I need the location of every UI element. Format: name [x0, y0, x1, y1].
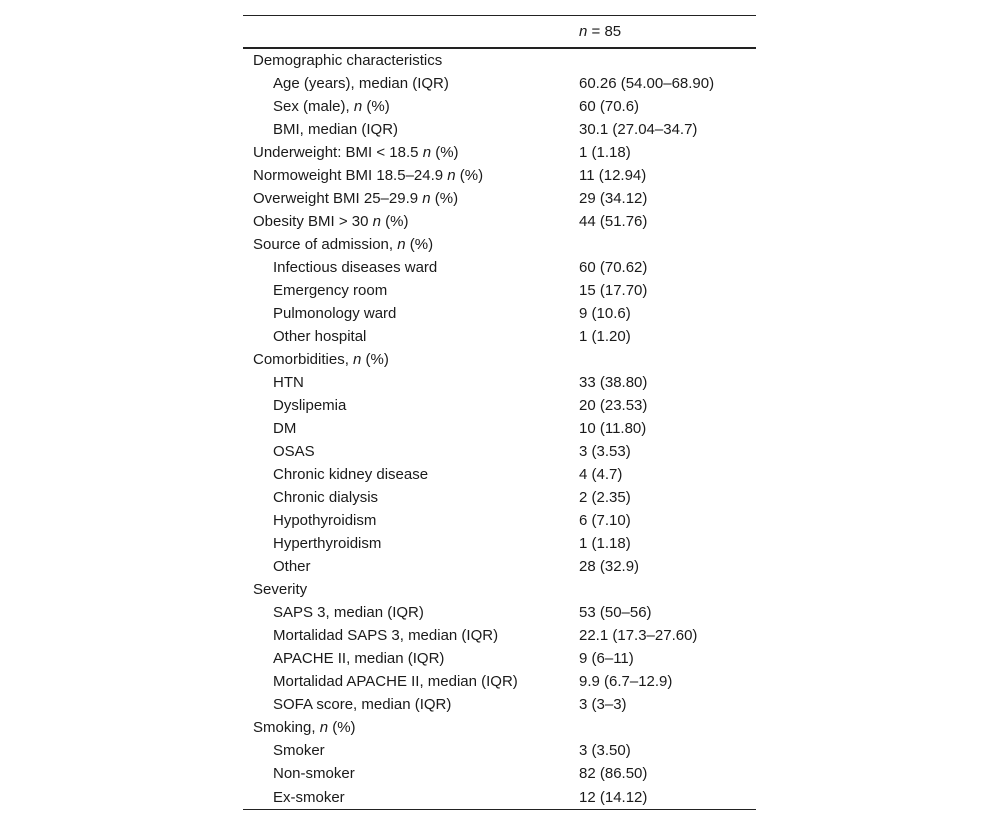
table-row: [243, 371, 756, 394]
row-label: [243, 325, 579, 348]
row-value: [579, 716, 756, 739]
row-value: 33 (38.80): [579, 374, 648, 391]
row-label-text: BMI, median (IQR): [273, 121, 399, 138]
row-value: [579, 578, 756, 601]
table-row: [243, 394, 756, 417]
row-label-n: n: [447, 167, 456, 184]
row-label-text: OSAS: [273, 443, 315, 460]
table-row: [243, 601, 756, 624]
table-row: [243, 118, 756, 141]
table-row: [243, 739, 756, 762]
row-label: [243, 693, 579, 716]
row-label-n: n: [319, 719, 329, 736]
row-label-text: Smoking,: [253, 719, 320, 736]
row-label-text: Chronic dialysis: [273, 489, 379, 506]
row-label-text: Emergency room: [273, 282, 388, 299]
row-label: [243, 302, 579, 325]
row-label-text: Chronic kidney disease: [273, 466, 429, 483]
row-label: [243, 578, 579, 601]
row-value: 3 (3.53): [579, 443, 631, 460]
table-header: [243, 16, 756, 49]
table-row: [243, 486, 756, 509]
row-value: 9 (10.6): [579, 305, 631, 322]
data-table: [243, 15, 756, 810]
row-label-suffix: (%): [380, 213, 409, 230]
row-label-n: n: [397, 236, 406, 253]
table-row: [243, 417, 756, 440]
row-label: [243, 256, 579, 279]
row-value: 44 (51.76): [579, 213, 648, 230]
row-label: [243, 417, 579, 440]
table-row: [243, 762, 756, 785]
row-value: 12 (14.12): [579, 785, 756, 810]
row-label: [243, 555, 579, 578]
row-label: [243, 72, 579, 95]
table-row: [243, 509, 756, 532]
row-value: 60 (70.6): [579, 98, 640, 115]
row-label-suffix: (%): [328, 719, 356, 736]
row-label: [243, 509, 579, 532]
row-value: 1 (1.18): [579, 535, 631, 552]
row-label-text: SAPS 3, median (IQR): [273, 604, 424, 621]
table-row: [243, 325, 756, 348]
row-label: [243, 371, 579, 394]
row-label-text: Overweight BMI 25–29.9: [253, 190, 423, 207]
row-label-text: Source of admission,: [253, 236, 398, 253]
row-label: [243, 394, 579, 417]
row-value: 3 (3.50): [579, 742, 631, 759]
row-value: 1 (1.20): [579, 328, 631, 345]
row-label-text: Mortalidad APACHE II, median (IQR): [273, 673, 518, 690]
row-value: [579, 348, 756, 371]
row-label-text: Other hospital: [273, 328, 367, 345]
row-label-text: HTN: [273, 374, 304, 391]
row-value: 53 (50–56): [579, 604, 652, 621]
table-row: [243, 532, 756, 555]
row-value: 2 (2.35): [579, 489, 631, 506]
row-value: 9.9 (6.7–12.9): [579, 673, 673, 690]
row-label: [243, 164, 579, 187]
row-value: [579, 233, 756, 256]
header-n-symbol: n: [579, 23, 588, 40]
row-value: 60 (70.62): [579, 259, 648, 276]
table-row: [243, 210, 756, 233]
table-row: [243, 187, 756, 210]
row-label-text: DM: [273, 420, 297, 437]
table-row: [243, 647, 756, 670]
row-label: [243, 463, 579, 486]
row-label-n: n: [422, 190, 431, 207]
row-label-text: Dyslipemia: [273, 397, 347, 414]
table-row: [243, 233, 756, 256]
row-label-text: Pulmonology ward: [273, 305, 397, 322]
header-label-cell: [243, 16, 579, 49]
header-n-cell: [579, 16, 756, 49]
row-value: 82 (86.50): [579, 765, 648, 782]
row-label: [243, 440, 579, 463]
header-row: [243, 16, 756, 49]
row-label: [243, 670, 579, 693]
row-label: [243, 739, 579, 762]
table-row: [243, 48, 756, 72]
row-label-suffix: (%): [405, 236, 434, 253]
row-label-text: Hypothyroidism: [273, 512, 377, 529]
row-label-text: Ex-smoker: [273, 788, 345, 806]
row-label-text: Normoweight BMI 18.5–24.9: [253, 167, 448, 184]
row-label: [243, 532, 579, 555]
table-row: [243, 670, 756, 693]
table-row: [243, 141, 756, 164]
table-row: [243, 716, 756, 739]
row-value: 30.1 (27.04–34.7): [579, 121, 698, 138]
row-label-suffix: (%): [430, 190, 459, 207]
table-row: [243, 164, 756, 187]
row-label: [243, 279, 579, 302]
row-label: [243, 716, 579, 739]
row-value: 9 (6–11): [579, 650, 634, 667]
row-label-text: Non-smoker: [273, 765, 355, 782]
row-value: 1 (1.18): [579, 144, 631, 161]
row-value: 28 (32.9): [579, 558, 640, 575]
row-value: 11 (12.94): [579, 167, 647, 184]
table-row: [243, 555, 756, 578]
row-label-text: Smoker: [273, 742, 325, 759]
row-label: [243, 624, 579, 647]
row-label: [243, 762, 579, 785]
table-row: [243, 256, 756, 279]
row-value: 4 (4.7): [579, 466, 623, 483]
table-row: [243, 348, 756, 371]
table-row: [243, 302, 756, 325]
row-label: [243, 348, 579, 371]
row-label-text: Hyperthyroidism: [273, 535, 382, 552]
table-row: [243, 578, 756, 601]
table-row: [243, 785, 756, 810]
row-value: [579, 48, 756, 72]
row-label-text: Sex (male),: [273, 98, 354, 115]
row-value: 29 (34.12): [579, 190, 648, 207]
row-label: [243, 233, 579, 256]
row-label-text: Demographic characteristics: [253, 52, 443, 69]
header-n-value: = 85: [587, 23, 622, 40]
row-label: [243, 601, 579, 624]
row-label-n: n: [353, 351, 362, 368]
row-label: [243, 785, 579, 810]
row-label: [243, 486, 579, 509]
row-label: [243, 647, 579, 670]
row-value: 10 (11.80): [579, 420, 647, 437]
row-value: 60.26 (54.00–68.90): [579, 75, 715, 92]
row-label-text: Age (years), median (IQR): [273, 75, 449, 92]
table-row: [243, 624, 756, 647]
row-label-suffix: (%): [455, 167, 484, 184]
row-label-text: Other: [273, 558, 311, 575]
row-label-suffix: (%): [362, 98, 390, 115]
row-label-text: APACHE II, median (IQR): [273, 650, 445, 667]
row-label: [243, 118, 579, 141]
row-label-text: Infectious diseases ward: [273, 259, 438, 276]
table-row: [243, 72, 756, 95]
row-label-text: Mortalidad SAPS 3, median (IQR): [273, 627, 499, 644]
row-value: 15 (17.70): [579, 282, 648, 299]
row-value: 3 (3–3): [579, 696, 627, 713]
row-value: 6 (7.10): [579, 512, 631, 529]
table-row: [243, 693, 756, 716]
row-label: [243, 210, 579, 233]
row-label-text: Underweight: BMI < 18.5: [253, 144, 423, 161]
row-label-text: Comorbidities,: [253, 351, 354, 368]
row-label-text: Severity: [253, 581, 308, 598]
row-label-text: SOFA score, median (IQR): [273, 696, 452, 713]
row-label: [243, 95, 579, 118]
table-row: [243, 279, 756, 302]
row-value: 22.1 (17.3–27.60): [579, 627, 698, 644]
row-label: [243, 187, 579, 210]
table-body: [243, 48, 756, 810]
row-label-suffix: (%): [361, 351, 389, 368]
table-row: [243, 463, 756, 486]
row-label: [243, 141, 579, 164]
row-label-text: Obesity BMI > 30: [253, 213, 373, 230]
row-label: [243, 48, 579, 72]
row-label-n: n: [422, 144, 432, 161]
table-row: [243, 95, 756, 118]
characteristics-table: [243, 15, 756, 810]
row-label-n: n: [372, 213, 381, 230]
row-value: 20 (23.53): [579, 397, 648, 414]
row-label-n: n: [353, 98, 363, 115]
table-row: [243, 440, 756, 463]
row-label-suffix: (%): [431, 144, 459, 161]
